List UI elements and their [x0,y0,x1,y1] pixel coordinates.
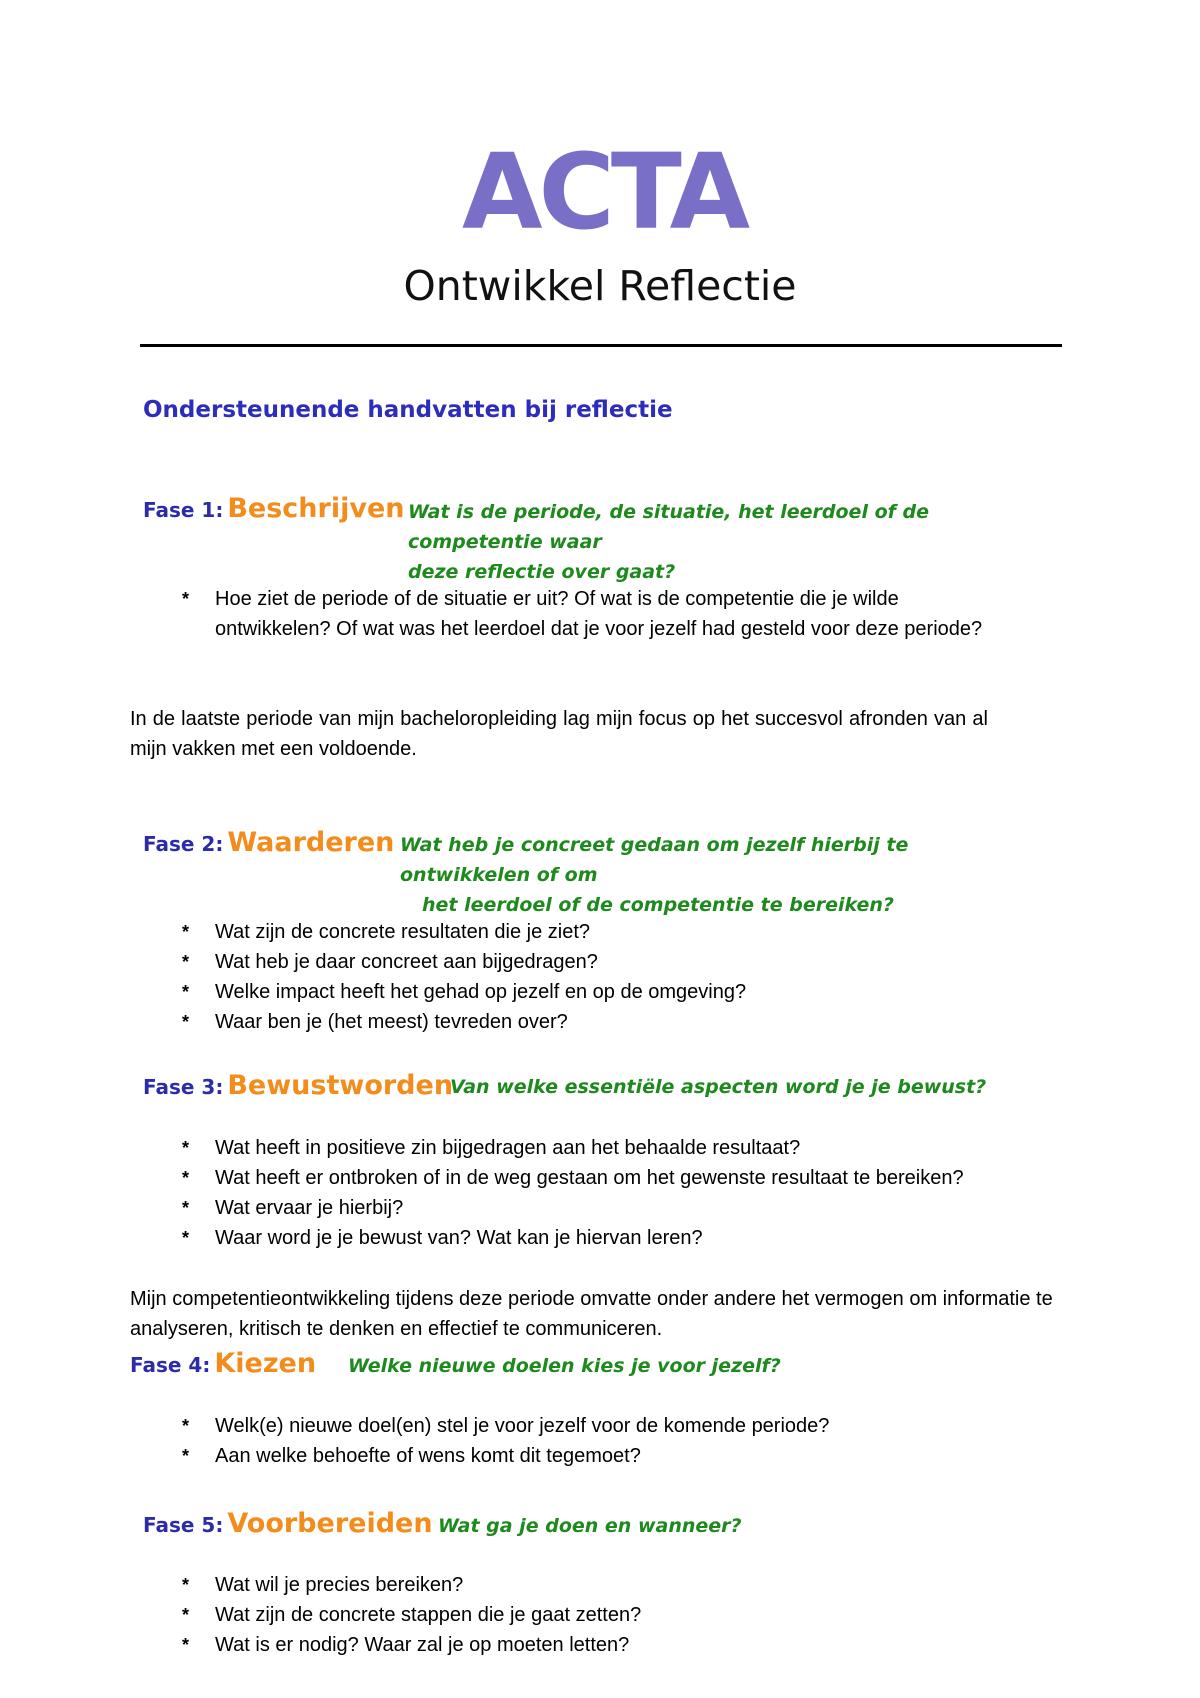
fase-2-heading [143,827,394,858]
fase-3-name: Bewustworden [227,1070,454,1101]
fase-1-question [408,497,1048,587]
fase-3-heading [143,1070,453,1101]
fase-2-question-line-2: het leerdoel of de competentie te bereiken? [422,894,894,916]
list-item: * Wat zijn de concrete stappen die je gaat zetten? [182,1604,642,1626]
list-item: * Wat wil je precies bereiken? [182,1574,464,1596]
list-item: * Wat zijn de concrete resultaten die je ziet? [182,921,591,943]
fase-3-bullets [182,1133,1082,1253]
fase-4-heading [130,1348,316,1379]
list-item: * Waar ben je (het meest) tevreden over? [182,1011,568,1033]
fase-2-bullets [182,917,1082,1037]
bullet-marker: * [182,589,190,609]
fase-5-heading [143,1508,433,1539]
fase-5-question: Wat ga je doen en wanneer? [438,1515,742,1537]
fase-4-bullets [182,1411,1082,1471]
page-title: Ontwikkel Reflectie [403,262,797,310]
fase-1-heading [143,493,405,524]
list-item: * Welke impact heeft het gehad op jezelf en op de omgeving? [182,981,747,1003]
fase-3-label: Fase 3: [143,1075,224,1099]
fase-1-label: Fase 1: [143,498,224,522]
list-item: * Welk(e) nieuwe doel(en) stel je voor jezelf voor de komende periode? [182,1415,830,1437]
fase-1-question-line-2: deze reflectie over gaat? [408,561,676,583]
fase-3-question: Van welke essentiële aspecten word je je bewust? [450,1076,987,1098]
list-item: * Wat heeft in positieve zin bijgedragen aan het behaalde resultaat? [182,1137,801,1159]
fase-3-answer: Mijn competentieontwikkeling tijdens deze periode omvatte onder andere het vermogen om informatie te analyseren, kritisch te denken en effectief te communiceren. [130,1288,1053,1340]
logo-text: ACTA [462,140,747,240]
fase-1-bullets [182,584,1012,644]
fase-5-label: Fase 5: [143,1513,224,1537]
list-item: * Waar word je je bewust van? Wat kan je hiervan leren? [182,1227,703,1249]
list-item: * Wat is er nodig? Waar zal je op moeten letten? [182,1634,630,1656]
acta-logo [462,140,752,240]
fase-2-question-line-1: Wat heb je concreet gedaan om jezelf hierbij te ontwikkelen of om [400,834,909,886]
list-item: * Wat heeft er ontbroken of in de weg gestaan om het gewenste resultaat te bereiken? [182,1167,964,1189]
fase-1-question-line-1: Wat is de periode, de situatie, het leerdoel of de competentie waar [408,501,929,553]
fase-4-label: Fase 4: [130,1353,211,1377]
subtitle: Ondersteunende handvatten bij reflectie [143,397,673,423]
list-item: * Wat heb je daar concreet aan bijgedragen? [182,951,598,973]
fase-2-name: Waarderen [227,827,395,858]
fase-2-question [400,830,1040,920]
fase-2-label: Fase 2: [143,832,224,856]
fase-5-bullets [182,1570,1082,1660]
fase-1-answer: In de laatste periode van mijn bacheloropleiding lag mijn focus op het succesvol afronden van al mijn vakken met een voldoende. [130,708,988,760]
fase-5-name: Voorbereiden [227,1508,433,1539]
fase-1-name: Beschrijven [227,493,405,524]
list-item: * Aan welke behoefte of wens komt dit tegemoet? [182,1445,641,1467]
list-item: * Wat ervaar je hierbij? [182,1197,404,1219]
fase-4-question: Welke nieuwe doelen kies je voor jezelf? [348,1355,781,1377]
title-divider [140,344,1062,347]
list-item: * Hoe ziet de periode of de situatie er uit? Of wat is de competentie die je wilde ontwikkelen? Of wat was het leerdoel dat je voor jezelf had gesteld voor deze periode? [182,584,1012,644]
fase-4-name: Kiezen [214,1348,317,1379]
